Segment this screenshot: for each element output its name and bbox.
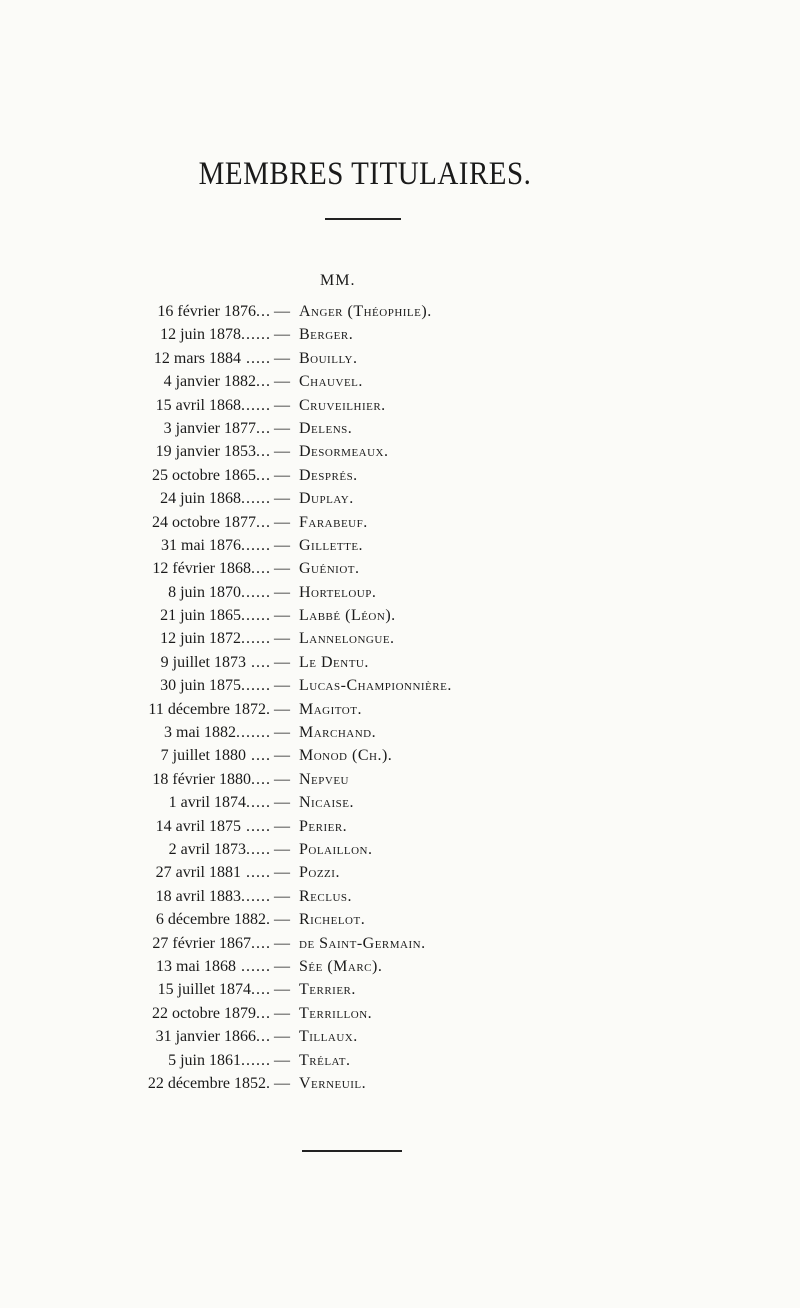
member-name: Gillette.	[299, 536, 364, 554]
date-text: 2 avril 1873	[168, 840, 246, 858]
member-row	[0, 838, 800, 861]
member-admission-date	[161, 534, 271, 557]
separator-dash: —	[274, 560, 290, 578]
member-name: Horteloup.	[299, 583, 377, 601]
date-text: 30 juin 1875	[160, 677, 241, 695]
member-row	[0, 417, 800, 440]
separator-dash: —	[274, 1074, 290, 1092]
member-name: Perier.	[299, 817, 348, 835]
leader-dots: .	[266, 911, 271, 929]
leader-dots: ....	[251, 770, 271, 788]
leader-dots: ......	[241, 677, 271, 695]
member-name: Tillaux.	[299, 1028, 358, 1046]
date-text: 15 juillet 1874	[157, 981, 251, 999]
member-admission-date	[160, 627, 271, 650]
member-name: Monod (Ch.).	[299, 747, 393, 765]
member-row	[0, 791, 800, 814]
date-text: 18 avril 1883	[155, 887, 241, 905]
date-text: 22 décembre 1852	[147, 1074, 266, 1092]
leader-dots: ...	[256, 443, 271, 461]
separator-dash: —	[274, 326, 290, 344]
leader-dots: ....	[246, 653, 271, 671]
separator-dash: —	[274, 770, 290, 788]
member-admission-date	[156, 885, 271, 908]
date-text: 13 mai 1868	[156, 957, 236, 975]
member-admission-date	[154, 347, 271, 370]
separator-dash: —	[274, 303, 290, 320]
leader-dots: ......	[241, 396, 271, 414]
separator-dash: —	[274, 887, 290, 905]
leader-dots: ......	[241, 583, 271, 601]
member-name: Farabeuf.	[299, 513, 368, 531]
member-admission-date	[158, 978, 271, 1001]
member-admission-date	[160, 487, 271, 510]
member-name: Sée (Marc).	[299, 957, 383, 975]
member-row	[0, 955, 800, 978]
member-admission-date	[152, 1002, 271, 1025]
member-name: Terrillon.	[299, 1004, 373, 1022]
member-name: Desormeaux.	[299, 443, 389, 461]
leader-dots: ...	[256, 1004, 271, 1022]
date-text: 19 janvier 1853	[155, 443, 256, 461]
member-admission-date	[148, 1072, 271, 1095]
member-row	[0, 768, 800, 791]
member-row	[0, 932, 800, 955]
member-row	[0, 698, 800, 721]
leader-dots: ...	[256, 419, 271, 437]
separator-dash: —	[274, 536, 290, 554]
member-name: Duplay.	[299, 490, 354, 508]
separator-dash: —	[274, 373, 290, 391]
member-name: Nicaise.	[299, 794, 354, 812]
leader-dots: ....	[246, 747, 271, 765]
date-text: 9 juillet 1873	[160, 653, 246, 671]
member-admission-date	[152, 557, 271, 580]
member-list	[0, 300, 800, 1095]
member-row	[0, 744, 800, 767]
title-divider	[325, 218, 401, 220]
member-admission-date	[156, 908, 271, 931]
member-row	[0, 627, 800, 650]
separator-dash: —	[274, 957, 290, 975]
member-name: Nepveu	[299, 770, 349, 788]
separator-dash: —	[274, 396, 290, 414]
date-text: 14 avril 1875	[155, 817, 241, 835]
separator-dash: —	[274, 490, 290, 508]
leader-dots: ......	[241, 630, 271, 648]
member-row	[0, 440, 800, 463]
leader-dots: ......	[241, 607, 271, 625]
closing-divider	[302, 1150, 402, 1152]
member-row	[0, 370, 800, 393]
member-row	[0, 604, 800, 627]
member-admission-date	[160, 674, 271, 697]
member-name: Polaillon.	[299, 840, 373, 858]
date-text: 25 octobre 1865	[152, 466, 256, 484]
separator-dash: —	[274, 1004, 290, 1022]
member-row	[0, 557, 800, 580]
member-name: Cruveilhier.	[299, 396, 386, 414]
member-row	[0, 674, 800, 697]
member-admission-date	[164, 721, 271, 744]
member-name: Anger (Théophile).	[299, 303, 432, 320]
separator-dash: —	[274, 911, 290, 929]
member-admission-date	[160, 323, 271, 346]
member-row	[0, 1002, 800, 1025]
member-admission-date	[156, 815, 271, 838]
member-name: Magitot.	[299, 700, 362, 718]
date-text: 1 avril 1874	[168, 794, 246, 812]
member-row	[0, 1049, 800, 1072]
member-admission-date	[160, 604, 271, 627]
date-text: 24 octobre 1877	[152, 513, 256, 531]
leader-dots: .....	[246, 794, 271, 812]
date-text: 12 mars 1884	[153, 349, 241, 367]
leader-dots: ......	[241, 490, 271, 508]
separator-dash: —	[274, 677, 290, 695]
member-row	[0, 861, 800, 884]
date-text: 7 juillet 1880	[160, 747, 246, 765]
member-name: Le Dentu.	[299, 653, 369, 671]
date-text: 3 mai 1882	[164, 724, 236, 742]
leader-dots: .....	[246, 840, 271, 858]
member-admission-date	[152, 511, 271, 534]
member-name: Després.	[299, 466, 358, 484]
leader-dots: .....	[241, 349, 271, 367]
separator-dash: —	[274, 1028, 290, 1046]
member-admission-date	[148, 698, 271, 721]
date-text: 4 janvier 1882	[163, 373, 256, 391]
member-row	[0, 534, 800, 557]
leader-dots: ...	[256, 513, 271, 531]
date-text: 27 février 1867	[152, 934, 251, 952]
member-row	[0, 487, 800, 510]
member-row	[0, 464, 800, 487]
leader-dots: .......	[236, 724, 271, 742]
member-name: Marchand.	[299, 724, 377, 742]
member-name: Pozzi.	[299, 864, 340, 882]
member-admission-date	[161, 744, 271, 767]
member-admission-date	[156, 394, 271, 417]
separator-dash: —	[274, 443, 290, 461]
separator-dash: —	[274, 607, 290, 625]
member-row	[0, 721, 800, 744]
member-name: Verneuil.	[299, 1074, 367, 1092]
separator-dash: —	[274, 981, 290, 999]
leader-dots: .	[266, 1074, 271, 1092]
leader-dots: .	[266, 700, 271, 718]
member-admission-date	[168, 581, 271, 604]
separator-dash: —	[274, 747, 290, 765]
member-name: Trélat.	[299, 1051, 351, 1069]
member-row	[0, 511, 800, 534]
member-row	[0, 651, 800, 674]
member-row	[0, 815, 800, 838]
leader-dots: ......	[241, 1051, 271, 1069]
separator-dash: —	[274, 700, 290, 718]
leader-dots: ....	[251, 934, 271, 952]
separator-dash: —	[274, 840, 290, 858]
separator-dash: —	[274, 630, 290, 648]
leader-dots: ...	[256, 303, 271, 320]
date-text: 31 mai 1876	[161, 536, 241, 554]
separator-dash: —	[274, 419, 290, 437]
separator-dash: —	[274, 583, 290, 601]
member-name: Bouilly.	[299, 349, 358, 367]
separator-dash: —	[274, 794, 290, 812]
member-admission-date	[152, 768, 271, 791]
member-admission-date	[164, 417, 271, 440]
separator-dash: —	[274, 1051, 290, 1069]
member-admission-date	[157, 300, 271, 323]
separator-dash: —	[274, 817, 290, 835]
member-name: Lannelongue.	[299, 630, 395, 648]
date-text: 27 avril 1881	[155, 864, 241, 882]
separator-dash: —	[274, 724, 290, 742]
date-text: 5 juin 1861	[168, 1051, 241, 1069]
member-row	[0, 1025, 800, 1048]
member-name: Guéniot.	[299, 560, 360, 578]
member-name: Terrier.	[299, 981, 356, 999]
date-text: 8 juin 1870	[168, 583, 241, 601]
member-name: Chauvel.	[299, 373, 363, 391]
member-admission-date	[156, 861, 271, 884]
separator-dash: —	[274, 653, 290, 671]
date-text: 11 décembre 1872	[148, 700, 266, 718]
separator-dash: —	[274, 934, 290, 952]
leader-dots: ...	[256, 466, 271, 484]
date-text: 15 avril 1868	[155, 396, 241, 414]
date-text: 22 octobre 1879	[152, 1004, 256, 1022]
leader-dots: ....	[251, 560, 271, 578]
separator-dash: —	[274, 466, 290, 484]
leader-dots: .....	[241, 817, 271, 835]
member-admission-date	[169, 838, 271, 861]
member-row	[0, 581, 800, 604]
member-name: de Saint-Germain.	[299, 934, 426, 952]
member-admission-date	[168, 1049, 271, 1072]
separator-dash: —	[274, 864, 290, 882]
date-text: 12 juin 1872	[160, 630, 241, 648]
leader-dots: .....	[241, 864, 271, 882]
leader-dots: ...	[256, 373, 271, 391]
page-title: MEMBRES TITULAIRES.	[198, 156, 532, 192]
date-text: 31 janvier 1866	[155, 1028, 256, 1046]
date-text: 12 février 1868	[152, 560, 251, 578]
leader-dots: ......	[236, 957, 271, 975]
leader-dots: ......	[241, 536, 271, 554]
date-text: 24 juin 1868	[160, 490, 241, 508]
member-row	[0, 323, 800, 346]
member-name: Labbé (Léon).	[299, 607, 396, 625]
member-name: Berger.	[299, 326, 354, 344]
date-text: 6 décembre 1882	[155, 911, 266, 929]
member-name: Reclus.	[299, 887, 353, 905]
member-row	[0, 885, 800, 908]
member-row	[0, 1072, 800, 1095]
member-row	[0, 908, 800, 931]
leader-dots: ...	[256, 1028, 271, 1046]
member-row	[0, 394, 800, 417]
date-text: 12 juin 1878	[160, 326, 241, 344]
member-admission-date	[156, 1025, 271, 1048]
member-admission-date	[156, 440, 271, 463]
member-row	[0, 978, 800, 1001]
date-text: 3 janvier 1877	[163, 419, 256, 437]
member-admission-date	[156, 955, 271, 978]
leader-dots: ....	[251, 981, 271, 999]
salutation: MM.	[320, 272, 356, 289]
leader-dots: ......	[241, 326, 271, 344]
date-text: 18 février 1880	[152, 770, 251, 788]
separator-dash: —	[274, 349, 290, 367]
member-name: Delens.	[299, 419, 353, 437]
member-name: Lucas-Championnière.	[299, 677, 452, 695]
member-admission-date	[152, 464, 271, 487]
member-row	[0, 300, 800, 323]
member-name: Richelot.	[299, 911, 366, 929]
member-admission-date	[161, 651, 271, 674]
member-row	[0, 347, 800, 370]
member-admission-date	[169, 791, 271, 814]
date-text: 21 juin 1865	[160, 607, 241, 625]
member-admission-date	[164, 370, 271, 393]
separator-dash: —	[274, 513, 290, 531]
date-text: 16 février 1876	[157, 303, 256, 320]
member-admission-date	[152, 932, 271, 955]
leader-dots: ......	[241, 887, 271, 905]
